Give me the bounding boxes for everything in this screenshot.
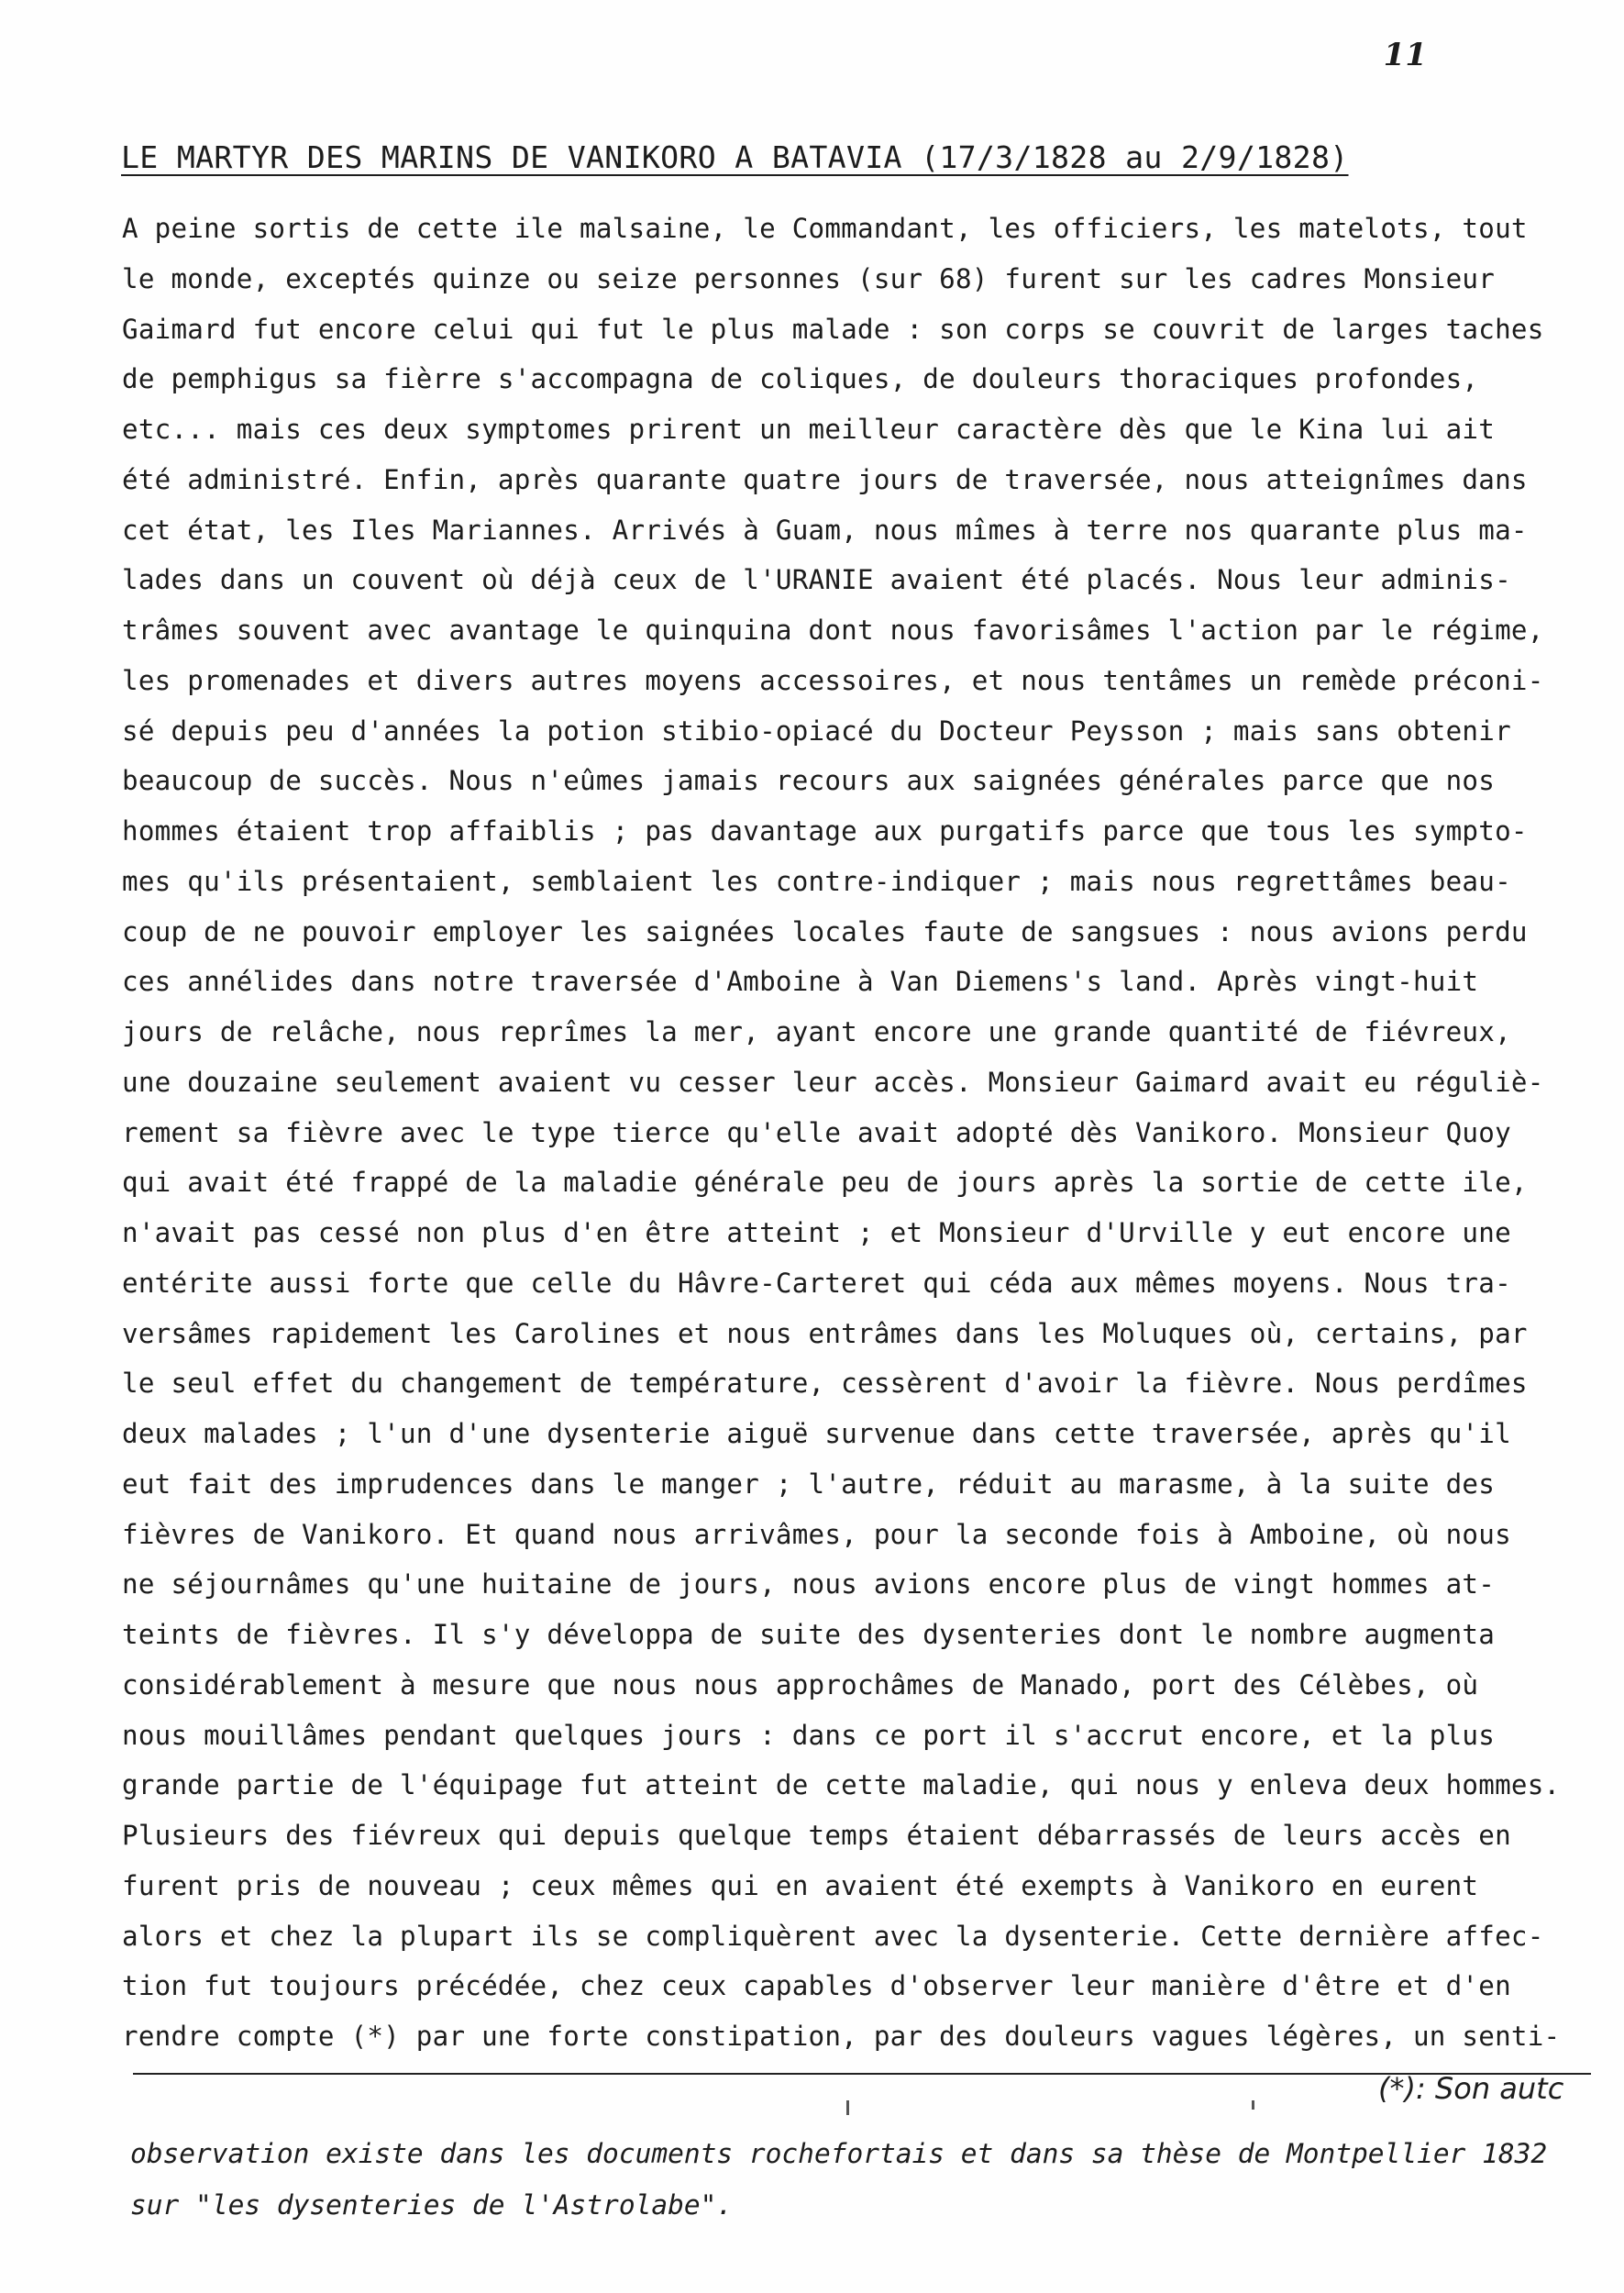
body-line: versâmes rapidement les Carolines et nous entrâmes dans les Moluques où, certains, par xyxy=(122,1317,1528,1349)
body-line: trâmes souvent avec avantage le quinquina dont nous favorisâmes l'action par le régime, xyxy=(122,615,1544,646)
body-line: considérablement à mesure que nous nous approchâmes de Manado, port des Célèbes, où xyxy=(122,1668,1479,1700)
footnote-line: sur "les dysenteries de l'Astrolabe". xyxy=(130,2189,734,2221)
body-line: nous mouillâmes pendant quelques jours : dans ce port il s'accrut encore, et la plus xyxy=(122,1719,1496,1751)
body-line: sé depuis peu d'années la potion stibio-opiacé du Docteur Peysson ; mais sans obtenir xyxy=(122,714,1511,747)
body-line: hommes étaient trop affaiblis ; pas davantage aux purgatifs parce que tous les sympto- xyxy=(122,815,1528,847)
footnote-divider xyxy=(133,2073,1591,2075)
body-line: etc... mais ces deux symptomes prirent un meilleur caractère dès que le Kina lui ait xyxy=(122,414,1496,445)
body-line: tion fut toujours précédée, chez ceux capables d'observer leur manière d'être et d'en xyxy=(122,1970,1511,2002)
body-line: cet état, les Iles Mariannes. Arrivés à Guam, nous mîmes à terre nos quarante plus ma- xyxy=(122,514,1528,546)
body-line: ne séjournâmes qu'une huitaine de jours, nous avions encore plus de vingt hommes at- xyxy=(122,1568,1496,1601)
body-line: grande partie de l'équipage fut atteint de cette maladie, qui nous y enleva deux hommes. xyxy=(122,1769,1561,1801)
body-line: été administré. Enfin, après quarante quatre jours de traversée, nous atteignîmes dans xyxy=(122,463,1528,495)
footnote-marker: (*): Son autc xyxy=(1378,2071,1564,2106)
footnote-text xyxy=(130,2128,1547,2231)
body-line: jours de relâche, nous reprîmes la mer, ayant encore une grande quantité de fiévreux, xyxy=(122,1016,1511,1047)
body-line: une douzaine seulement avaient vu cesser leur accès. Monsieur Gaimard avait eu réguliè- xyxy=(122,1066,1544,1098)
body-line: eut fait des imprudences dans le manger ; l'autre, réduit au marasme, à la suite des xyxy=(122,1468,1496,1500)
body-line: qui avait été frappé de la maladie générale peu de jours après la sortie de cette ile, xyxy=(122,1167,1528,1199)
body-line: mes qu'ils présentaient, semblaient les contre-indiquer ; mais nous regrettâmes beau- xyxy=(122,865,1511,897)
body-line: deux malades ; l'un d'une dysenterie aiguë survenue dans cette traversée, après qu'il xyxy=(122,1418,1511,1449)
body-line: fièvres de Vanikoro. Et quand nous arrivâmes, pour la seconde fois à Amboine, où nous xyxy=(122,1518,1511,1550)
body-text xyxy=(122,204,1589,2062)
body-line: n'avait pas cessé non plus d'en être atteint ; et Monsieur d'Urville y eut encore une xyxy=(122,1217,1511,1248)
body-line: les promenades et divers autres moyens accessoires, et nous tentâmes un remède préconi- xyxy=(122,664,1544,696)
page-title: LE MARTYR DES MARINS DE VANIKORO A BATAVIA (17/3/1828 au 2/9/1828) xyxy=(121,139,1349,175)
body-line: Plusieurs des fiévreux qui depuis quelque temps étaient débarrassés de leurs accès en xyxy=(122,1820,1511,1851)
body-line: entérite aussi forte que celle du Hâvre-Carteret qui céda aux mêmes moyens. Nous tra- xyxy=(122,1267,1511,1299)
footnote-line: observation existe dans les documents rochefortais et dans sa thèse de Montpellier 1832 xyxy=(130,2138,1548,2169)
page-number: 11 xyxy=(1383,37,1427,73)
body-line: rement sa fièvre avec le type tierce qu'elle avait adopté dès Vanikoro. Monsieur Quoy xyxy=(122,1116,1511,1148)
body-line: A peine sortis de cette ile malsaine, le Commandant, les officiers, les matelots, tout xyxy=(122,213,1528,244)
stray-mark xyxy=(846,2100,849,2115)
body-line: le seul effet du changement de température, cessèrent d'avoir la fièvre. Nous perdîmes xyxy=(122,1368,1528,1400)
stray-mark xyxy=(1252,2100,1254,2110)
body-line: furent pris de nouveau ; ceux mêmes qui en avaient été exempts à Vanikoro en eurent xyxy=(122,1869,1479,1901)
body-line: ces annélides dans notre traversée d'Amboine à Van Diemens's land. Après vingt-huit xyxy=(122,966,1479,998)
body-line: beaucoup de succès. Nous n'eûmes jamais recours aux saignées générales parce que nos xyxy=(122,765,1496,797)
body-line: rendre compte (*) par une forte constipation, par des douleurs vagues légères, un senti- xyxy=(122,2021,1561,2052)
body-line: lades dans un couvent où déjà ceux de l'URANIE avaient été placés. Nous leur adminis- xyxy=(122,564,1511,596)
body-line: de pemphigus sa fièrre s'accompagna de coliques, de douleurs thoraciques profondes, xyxy=(122,363,1479,395)
body-line: le monde, exceptés quinze ou seize personnes (sur 68) furent sur les cadres Monsieur xyxy=(122,262,1496,294)
body-line: coup de ne pouvoir employer les saignées locales faute de sangsues : nous avions perdu xyxy=(122,915,1528,947)
body-line: teints de fièvres. Il s'y développa de suite des dysenteries dont le nombre augmenta xyxy=(122,1619,1496,1650)
body-line: alors et chez la plupart ils se compliquèrent avec la dysenterie. Cette dernière affec- xyxy=(122,1920,1544,1952)
body-line: Gaimard fut encore celui qui fut le plus malade : son corps se couvrit de larges taches xyxy=(122,313,1544,345)
